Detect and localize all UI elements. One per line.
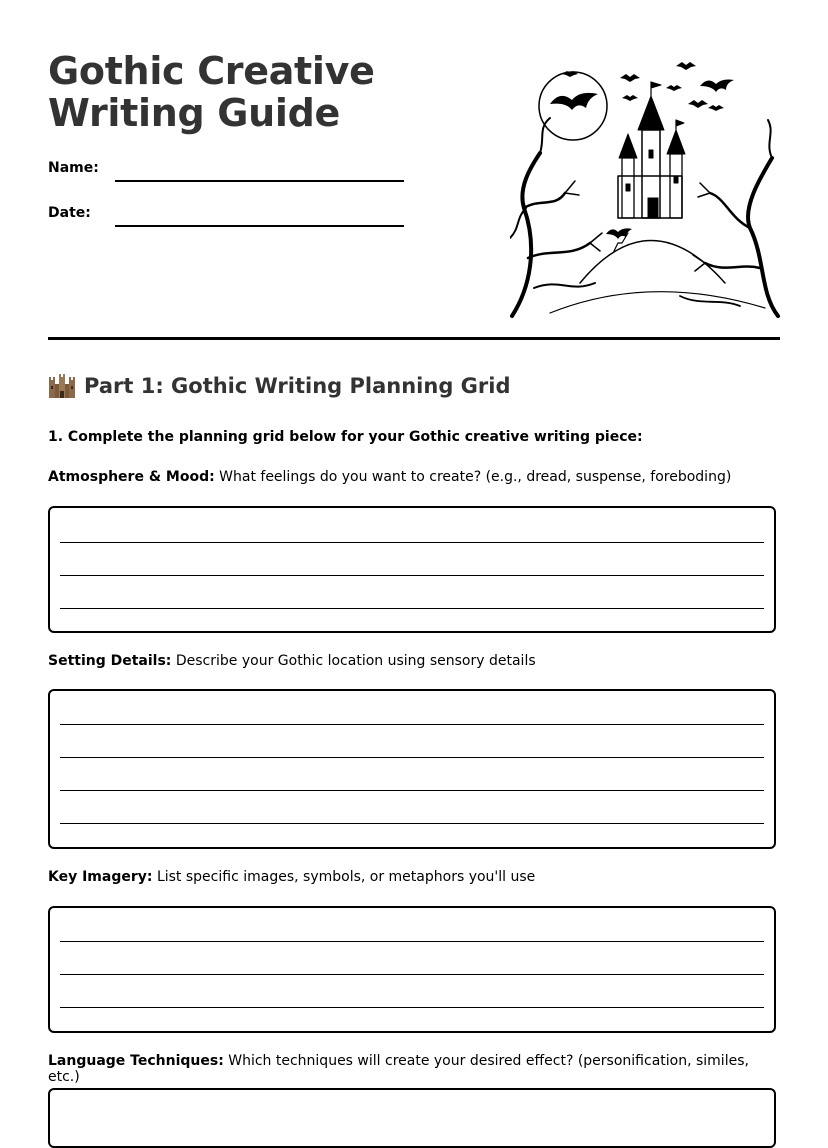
writing-line xyxy=(60,974,764,975)
prompt-label: Atmosphere & Mood: xyxy=(48,469,215,485)
language-answer-box[interactable] xyxy=(48,1088,776,1148)
prompt-text: Which techniques will create your desired effect? (personification, similes, etc.) xyxy=(48,1053,749,1085)
prompt-label: Key Imagery: xyxy=(48,869,153,885)
section-divider xyxy=(48,337,780,340)
prompt-text: What feelings do you want to create? (e.g., dread, suspense, foreboding) xyxy=(214,469,732,485)
section-heading-text: Part 1: Gothic Writing Planning Grid xyxy=(84,374,511,398)
prompt-text: Describe your Gothic location using sensory details xyxy=(171,653,536,669)
date-field[interactable] xyxy=(115,225,404,227)
writing-line xyxy=(60,790,764,791)
worksheet-page xyxy=(48,0,780,1118)
name-field[interactable] xyxy=(115,180,404,182)
instruction-text: 1. Complete the planning grid below for your Gothic creative writing piece: xyxy=(48,429,643,445)
prompt-text: List specific images, symbols, or metaphors you'll use xyxy=(152,869,536,885)
castle-icon xyxy=(48,372,76,400)
prompt-imagery xyxy=(48,869,535,885)
writing-line xyxy=(60,757,764,758)
name-label: Name: xyxy=(48,160,99,176)
writing-line xyxy=(60,724,764,725)
writing-line xyxy=(60,941,764,942)
writing-line xyxy=(60,608,764,609)
writing-line xyxy=(60,575,764,576)
date-label: Date: xyxy=(48,205,91,221)
writing-line xyxy=(60,1007,764,1008)
atmosphere-answer-box[interactable] xyxy=(48,506,776,633)
section-heading-part1 xyxy=(48,372,511,400)
prompt-atmosphere xyxy=(48,469,731,485)
prompt-setting xyxy=(48,653,536,669)
writing-line xyxy=(60,823,764,824)
gothic-castle-illustration xyxy=(510,58,780,320)
page-title: Gothic Creative Writing Guide xyxy=(48,49,375,135)
imagery-answer-box[interactable] xyxy=(48,906,776,1033)
prompt-language xyxy=(48,1053,780,1085)
writing-line xyxy=(60,542,764,543)
prompt-label: Language Techniques: xyxy=(48,1053,224,1069)
setting-answer-box[interactable] xyxy=(48,689,776,849)
prompt-label: Setting Details: xyxy=(48,653,172,669)
